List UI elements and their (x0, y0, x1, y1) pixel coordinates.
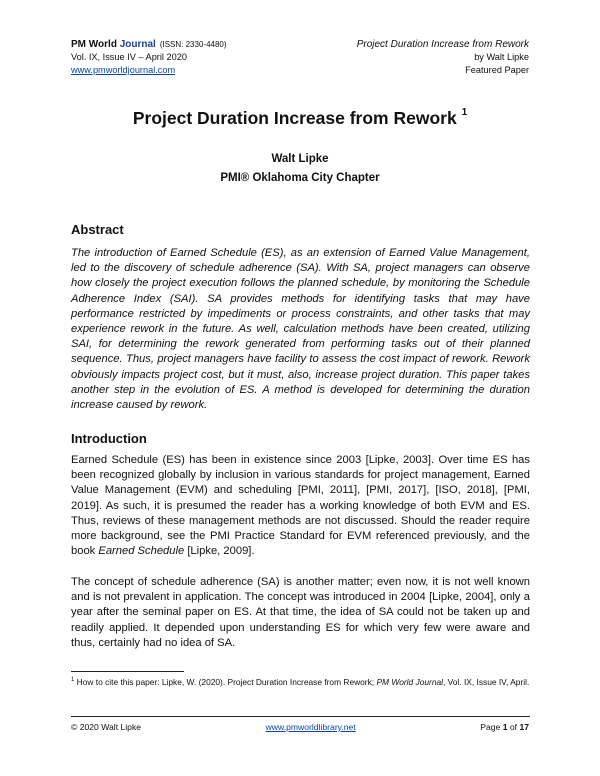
paper-category: Featured Paper (465, 65, 529, 75)
journal-name: PM World Journal (ISSN: 2330-4480) (71, 39, 227, 50)
copyright: © 2020 Walt Lipke (71, 722, 142, 732)
byline: by Walt Lipke (474, 52, 529, 62)
issn: (ISSN: 2330-4480) (159, 40, 227, 49)
library-website-link[interactable]: www.pmworldlibrary.net (265, 722, 356, 732)
abstract-heading: Abstract (71, 222, 124, 237)
title-footnote-mark[interactable]: 1 (461, 107, 468, 119)
footnote-separator (71, 671, 184, 672)
author-block (0, 150, 600, 188)
paper-title: Project Duration Increase from Rework $^1$ (132, 107, 468, 128)
footnote: $^1$ How to cite this paper: Lipke, W. (2020). Project Duration Increase from Rework; PM World Journal, Vol. IX, Issue IV, April. (71, 676, 530, 687)
author-name: Walt Lipke (271, 153, 329, 165)
book-title: Earned Schedule (98, 545, 185, 558)
footer-separator (71, 716, 530, 717)
abstract-text: The introduction of Earned Schedule (ES), as an extension of Earned Value Management, led to the discovery of schedule adherence (SA). With SA, project managers can observe how closely the project execution follows the planned schedule, by monitoring the Schedule Adherence Index (SAI). SA provides methods for identifying tasks that may have performance restricted by impediments or process constraints, and other tasks that may experience rework in the future. As well, calculation methods have been created, utilizing SAI, for determining the rework generated from performing tasks out of their planned sequence. Thus, project managers have facility to assess the cost impact of rework. Rework obviously impacts project cost, but it must, also, increase project duration. This paper takes another step in the evolution of ES. A method is developed for determining the duration increase caused by rework. (71, 247, 530, 412)
page-footer (71, 722, 529, 732)
page-header (71, 38, 529, 77)
running-title: Project Duration Increase from Rework (356, 39, 529, 50)
author-affiliation: PMI® Oklahoma City Chapter (220, 172, 380, 184)
intro-paragraph-2: The concept of schedule adherence (SA) is another matter; even now, it is not well known and is not prevalent in application. The concept was introduced in 2004 [Lipke, 2004], only a year after the seminal paper on ES. At that time, the idea of SA could not be taken up and readily applied. It depended upon understanding ES for which very few were aware and thus, certainly had no idea of SA. (71, 576, 530, 649)
volume-issue: Vol. IX, Issue IV – April 2020 (71, 52, 187, 62)
journal-website-link[interactable]: www.pmworldjournal.com (71, 65, 176, 75)
page-number: Page 1 of 17 (480, 722, 529, 732)
introduction-heading: Introduction (71, 431, 147, 446)
intro-paragraph-1: Earned Schedule (ES) has been in existence since 2003 [Lipke, 2003]. Over time ES has been recognized globally by inclusion in various standards for project management, Earned Value Management (EVM) and scheduling [PMI, 2011], [PMI, 2017], [ISO, 2018], [PMI, 2019]. As such, it is presumed the reader has a working knowledge of both EVM and ES. Thus, reviews of these management methods are not discussed. Should the reader require more background, see the PMI Practice Standard for EVM referenced previously, and the book Earned Schedule [Lipke, 2009]. (71, 454, 530, 558)
